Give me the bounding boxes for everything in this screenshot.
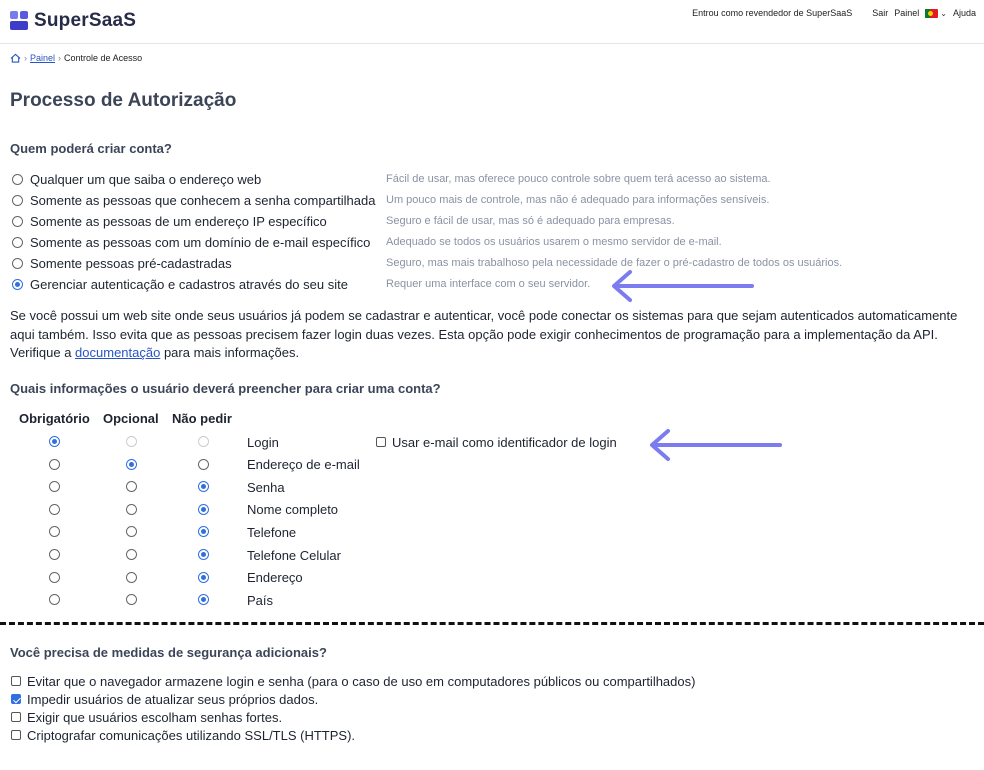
logo-icon	[10, 11, 28, 31]
annotation-arrow-icon	[606, 268, 756, 304]
who-option-description: Um pouco mais de controle, mas não é adequado para informações sensíveis.	[386, 194, 770, 206]
email-as-login-option[interactable]	[376, 433, 617, 451]
field-do-not-ask-radio[interactable]	[198, 594, 209, 605]
who-option-5[interactable]	[12, 275, 348, 293]
column-do-not-ask: Não pedir	[172, 411, 232, 426]
breadcrumb-home-link[interactable]: Painel	[30, 53, 56, 63]
who-option-radio[interactable]	[12, 279, 23, 290]
top-right-nav	[692, 8, 976, 18]
who-option-label: Somente as pessoas que conhecem a senha compartilhada	[30, 192, 376, 208]
field-do-not-ask-radio[interactable]	[198, 549, 209, 560]
portugal-flag-icon	[925, 9, 938, 18]
field-required-radio[interactable]	[49, 594, 60, 605]
field-optional-radio[interactable]	[126, 549, 137, 560]
field-label: Telefone	[247, 524, 297, 540]
security-option-label: Impedir usuários de atualizar seus próprios dados.	[27, 691, 319, 707]
who-section-heading: Quem poderá criar conta?	[10, 141, 172, 156]
logout-link[interactable]: Sair	[872, 8, 889, 18]
breadcrumb-current: Controle de Acesso	[64, 53, 143, 63]
field-optional-radio	[126, 436, 137, 447]
annotation-arrow-icon	[646, 426, 786, 464]
home-icon[interactable]	[10, 53, 21, 63]
field-label: Nome completo	[247, 502, 339, 518]
field-required-radio[interactable]	[49, 459, 60, 470]
who-option-radio[interactable]	[12, 237, 23, 248]
column-required: Obrigatório	[19, 411, 90, 426]
who-option-1[interactable]	[12, 191, 375, 209]
top-header	[0, 0, 984, 44]
breadcrumb-separator: ›	[58, 53, 62, 63]
security-option-label: Criptografar comunicações utilizando SSL/TLS (HTTPS).	[27, 727, 356, 743]
who-option-label: Somente as pessoas com um domínio de e-mail específico	[30, 234, 371, 250]
security-option-checkbox[interactable]	[11, 730, 21, 740]
field-optional-radio[interactable]	[126, 572, 137, 583]
api-paragraph-text: Se você possui um web site onde seus usuários já podem se cadastrar e autenticar, você pode conectar os sistemas para que sejam autenticados automaticamente aqui também. Isso evita que as pessoas precisem fazer login duas vezes. Esta opção pode exigir conhecimentos de programação para a implementação da API. Verifique a	[10, 308, 958, 360]
logo[interactable]	[10, 10, 136, 32]
security-option-3[interactable]	[11, 726, 355, 744]
who-option-label: Somente as pessoas de um endereço IP específico	[30, 213, 327, 229]
field-do-not-ask-radio[interactable]	[198, 459, 209, 470]
field-optional-radio[interactable]	[126, 504, 137, 515]
field-required-radio[interactable]	[49, 526, 60, 537]
field-label: Senha	[247, 479, 285, 495]
chevron-down-icon: ⌄	[940, 8, 947, 18]
who-option-radio[interactable]	[12, 258, 23, 269]
dashboard-link[interactable]: Painel	[894, 8, 920, 18]
documentation-link[interactable]: documentação	[75, 345, 161, 360]
field-required-radio[interactable]	[49, 436, 60, 447]
who-option-radio[interactable]	[12, 216, 23, 227]
fields-section-heading: Quais informações o usuário deverá preencher para criar uma conta?	[10, 381, 441, 396]
field-required-radio[interactable]	[49, 481, 60, 492]
breadcrumb-separator: ›	[24, 53, 27, 63]
field-required-radio[interactable]	[49, 504, 60, 515]
security-option-label: Evitar que o navegador armazene login e senha (para o caso de uso em computadores públicos ou compartilhados)	[27, 673, 696, 689]
email-as-login-label: Usar e-mail como identificador de login	[392, 434, 617, 450]
api-paragraph	[10, 307, 970, 363]
logo-text: SuperSaaS	[34, 10, 137, 31]
field-label: Login	[247, 434, 279, 450]
who-option-description: Adequado se todos os usuários usarem o mesmo servidor de e-mail.	[386, 236, 722, 248]
field-do-not-ask-radio[interactable]	[198, 526, 209, 537]
who-option-label: Qualquer um que saiba o endereço web	[30, 171, 262, 187]
who-option-3[interactable]	[12, 233, 370, 251]
who-option-label: Gerenciar autenticação e cadastros através do seu site	[30, 276, 348, 292]
security-option-checkbox[interactable]	[11, 712, 21, 722]
security-option-0[interactable]	[11, 672, 695, 690]
who-option-radio[interactable]	[12, 195, 23, 206]
security-option-checkbox[interactable]	[11, 694, 21, 704]
who-option-label: Somente pessoas pré-cadastradas	[30, 255, 232, 271]
field-do-not-ask-radio[interactable]	[198, 572, 209, 583]
who-option-0[interactable]	[12, 170, 261, 188]
breadcrumb	[10, 53, 142, 63]
page-title: Processo de Autorização	[10, 90, 237, 111]
who-option-description: Fácil de usar, mas oferece pouco controle sobre quem terá acesso ao sistema.	[386, 173, 771, 185]
who-option-4[interactable]	[12, 254, 232, 272]
email-as-login-checkbox[interactable]	[376, 437, 386, 447]
security-option-label: Exigir que usuários escolham senhas fortes.	[27, 709, 283, 725]
field-label: Endereço de e-mail	[247, 457, 360, 473]
reseller-text: Entrou como revendedor de SuperSaaS	[692, 8, 853, 18]
security-option-2[interactable]	[11, 708, 282, 726]
who-option-description: Requer uma interface com o seu servidor.	[386, 278, 591, 290]
section-divider	[0, 622, 984, 625]
field-label: País	[247, 592, 274, 608]
field-do-not-ask-radio[interactable]	[198, 481, 209, 492]
field-required-radio[interactable]	[49, 572, 60, 583]
field-do-not-ask-radio	[198, 436, 209, 447]
field-label: Endereço	[247, 570, 303, 586]
security-option-checkbox[interactable]	[11, 676, 21, 686]
api-paragraph-text-end: para mais informações.	[160, 345, 300, 360]
column-optional: Opcional	[103, 411, 159, 426]
who-option-description: Seguro e fácil de usar, mas só é adequado para empresas.	[386, 215, 675, 227]
field-optional-radio[interactable]	[126, 459, 137, 470]
who-option-description: Seguro, mas mais trabalhoso pela necessidade de fazer o pré-cadastro de todos os usuários.	[386, 257, 843, 269]
language-selector[interactable]	[925, 9, 947, 18]
help-link[interactable]: Ajuda	[952, 8, 976, 18]
field-label: Telefone Celular	[247, 547, 341, 563]
field-required-radio[interactable]	[49, 549, 60, 560]
field-do-not-ask-radio[interactable]	[198, 504, 209, 515]
security-option-1[interactable]	[11, 690, 318, 708]
field-optional-radio[interactable]	[126, 594, 137, 605]
security-section-heading: Você precisa de medidas de segurança adicionais?	[10, 645, 327, 660]
who-option-radio[interactable]	[12, 174, 23, 185]
field-optional-radio[interactable]	[126, 481, 137, 492]
who-option-2[interactable]	[12, 212, 327, 230]
field-optional-radio[interactable]	[126, 526, 137, 537]
